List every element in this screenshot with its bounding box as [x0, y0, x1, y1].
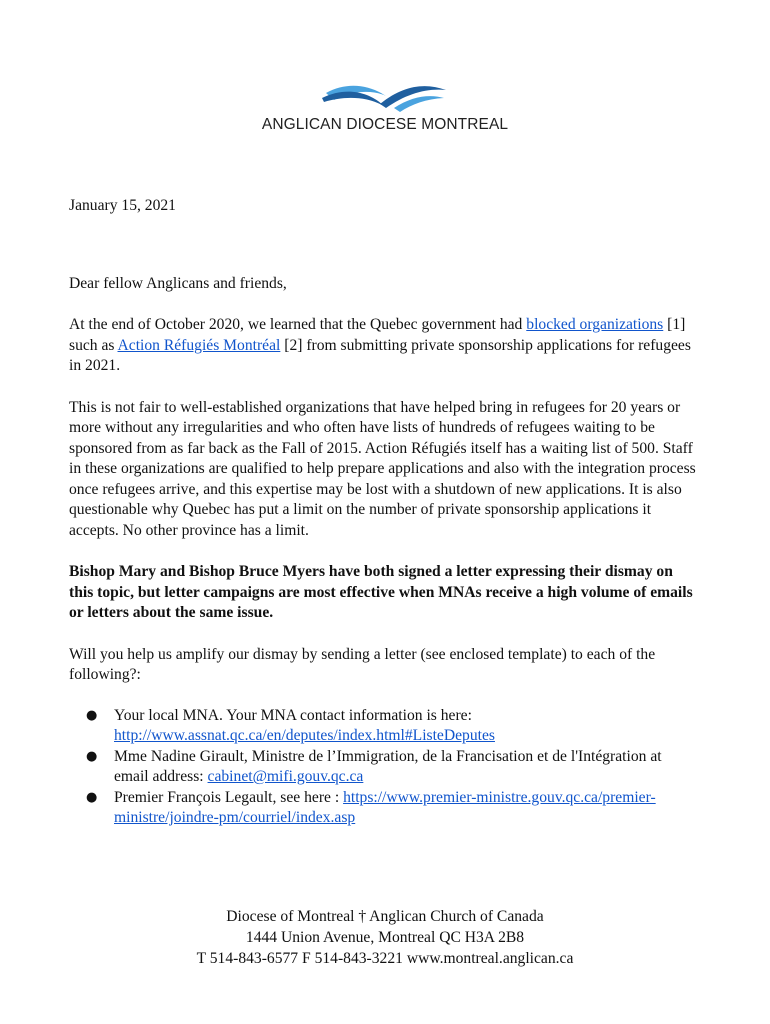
bullet-icon: ● — [86, 707, 98, 723]
list-item — [69, 747, 699, 788]
list-item — [69, 788, 699, 829]
paragraph-context: This is not fair to well-established organizations that have helped bring in refugees for 20 years or more without any irregularities and who often have lists of hundreds of refugees waiting to be sponsored from as far back as the Fall of 2015. Action Réfugiés itself has a waiting list of 500. Staff in these organizations are qualified to help prepare applications and also with the integration process once refugees arrive, and this expertise may be lost with a shutdown of new applications. It is also questionable why Quebec has put a limit on the number of private sponsorship applications it accepts. No other province has a limit. — [69, 398, 696, 539]
blocked-organizations-link[interactable]: blocked organizations — [526, 316, 664, 333]
footer-line-organization: Diocese of Montreal † Anglican Church of Canada — [226, 908, 544, 925]
footer-line-address: 1444 Union Avenue, Montreal QC H3A 2B8 — [245, 928, 525, 946]
list-item-text: Mme Nadine Girault, Ministre de l’Immigration, de la Francisation et de l'Intégration at email address: — [114, 747, 662, 785]
bullet-icon: ● — [86, 789, 98, 805]
list-item — [69, 706, 699, 747]
list-item-text: Your local MNA. Your MNA contact information is here: — [114, 706, 472, 724]
mna-contact-link[interactable]: http://www.assnat.qc.ca/en/deputes/index.html#ListeDeputes — [114, 727, 495, 744]
bullet-icon: ● — [86, 748, 98, 764]
paragraph-intro-text-1: At the end of October 2020, we learned that the Quebec government had — [69, 316, 527, 333]
footer-line-contact: T 514-843-6577 F 514-843-3221 www.montreal.anglican.ca — [196, 949, 574, 967]
letter-greeting: Dear fellow Anglicans and friends, — [69, 274, 287, 292]
letter-body — [69, 196, 699, 829]
minister-email-link[interactable]: cabinet@mifi.gouv.qc.ca — [207, 768, 364, 785]
paragraph-intro-text-2: [1] such as — [69, 316, 686, 354]
recipient-list — [69, 706, 699, 829]
letter-date: January 15, 2021 — [69, 197, 176, 214]
paragraph-intro-text-3: [2] from submitting private sponsorship applications for refugees in 2021. — [69, 336, 691, 374]
letter-footer — [0, 907, 770, 969]
logo-org-name: ANGLICAN DIOCESE MONTREAL — [261, 116, 509, 133]
paragraph-intro — [69, 315, 699, 377]
premier-contact-link[interactable]: https://www.premier-ministre.gouv.qc.ca/premier-ministre/joindre-pm/courriel/index.asp — [114, 788, 656, 826]
action-refugies-link[interactable]: Action Réfugiés Montréal — [117, 336, 281, 354]
paragraph-bishops: Bishop Mary and Bishop Bruce Myers have both signed a letter expressing their dismay on this topic, but letter campaigns are most effective when MNAs receive a high volume of emails or letters about the same issue. — [69, 563, 693, 621]
diocese-logo — [0, 80, 770, 134]
wave-logo-icon — [320, 80, 450, 114]
list-item-text: Premier François Legault, see here : — [114, 788, 344, 806]
paragraph-request: Will you help us amplify our dismay by sending a letter (see enclosed template) to each of the following?: — [69, 645, 656, 683]
